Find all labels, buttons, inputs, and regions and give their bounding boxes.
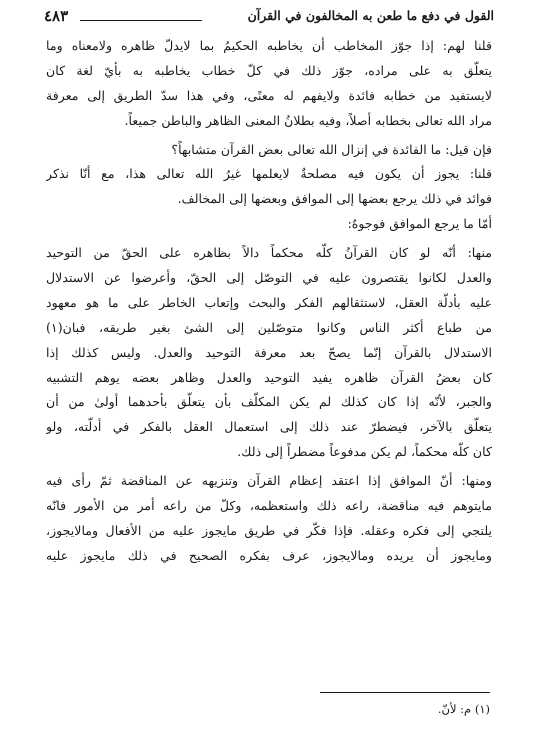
text-line: والعدل لكانوا يقتصرون عليه في التوصّل إلى الحقّ، وأعرضوا عن الاستدلال [46, 270, 492, 286]
text-line: فإن قيل: ما الفائدة في إنزال الله تعالى بعض القرآن متشابهاً؟ [171, 141, 492, 157]
text-line: قلنا: يجوز أن يكون فيه مصلحةٌ لايعلمها غيرُ الله تعالى هذا، مع أنّا نذكر [46, 166, 492, 182]
footnote-separator [320, 692, 490, 693]
text-line: الاستدلال بالقرآن إنّما يصحّ بعد معرفة التوحيد والعدل. وليس كذلك إذا [46, 344, 492, 360]
running-header [44, 8, 494, 30]
body-text [46, 34, 492, 569]
text-line: أمّا ما يرجع الموافق فوجوهٌ: [347, 216, 492, 232]
text-line: ومنها: أنّ الموافق إذا اعتقد إعظام القرآن وتنزيهه عن المناقضة ثمّ رأى فيه [46, 473, 492, 489]
text-line: منها: أنّه لو كان القرآنُ كلّه محكماً دالاً بظاهره على الحقّ من التوحيد [46, 245, 492, 261]
page-number: ٤٨٣ [44, 7, 69, 25]
running-title: القول في دفع ما طعن به المخالفون في القرآن [247, 8, 494, 23]
text-line: من طباع أكثر الناس وكانوا متوصّلين إلى الشئ بغير طريقه، فبان(١) [46, 319, 492, 335]
text-line: يتعلّق به على مراده، جوّز ذلك في كلّ خطاب يخاطبه به بأيّ لغة كان [46, 62, 492, 78]
text-line: عليه بأدلّة العقل، لاستثقالهم الفكر والبحث وإتعاب الخاطر على ما هو معهود [46, 294, 492, 310]
header-rule [80, 20, 202, 21]
text-line: لايستفيد من خطابه فائدة ولايفهم له معنًى، وفي هذا سدّ الطريق إلى معرفة [46, 87, 492, 103]
text-line: يلتجي إلى فكره وعقله. فإذا فكّر في طريق مايجوز عليه من الأفعال ومالايجوز، [46, 522, 492, 538]
text-line: مايتوهم فيه مناقضة، راعه ذلك واستعظمه، وكلّ من راعه أمر من الأمور فانّه [46, 498, 492, 514]
footnote: (١) م: لأنّ. [437, 702, 490, 716]
text-line: والجبر، لأنّه إذا كان كذلك لم يكن المكلّف بأن يتعلّق بأحدهما أولىٰ من أن [46, 394, 492, 410]
text-line: كان بعضُ القرآن ظاهره يفيد التوحيد والعدل وظاهر بعضه يوهم التشبيه [46, 369, 492, 385]
text-line: قلنا لهم: إذا جوّز المخاطب أن يخاطبه الحكيمُ بما لايدلّ ظاهره ولامعناه وما [46, 38, 492, 53]
text-line: مراد الله تعالى بخطابه أصلاً، وفيه بطلانُ المعنى الظاهر والباطن جميعاً. [124, 112, 492, 128]
text-line: كان كلّه محكماً، لم يكن مدفوعاً مضطراً إلى ذلك. [237, 444, 492, 460]
text-line: يتعلّق بالآخر، فيضطرّ عند ذلك إلى استعمال العقل بالفكر في أدلّته، ولو [46, 419, 492, 435]
text-line: فوائد في ذلك يرجع بعضها إلى الموافق وبعضها إلى المخالف. [177, 191, 492, 207]
text-line: ومايجوز أن يريده ومالايجوز، عرف بفكره الصحيح في ذلك مايجوز عليه [46, 547, 492, 563]
